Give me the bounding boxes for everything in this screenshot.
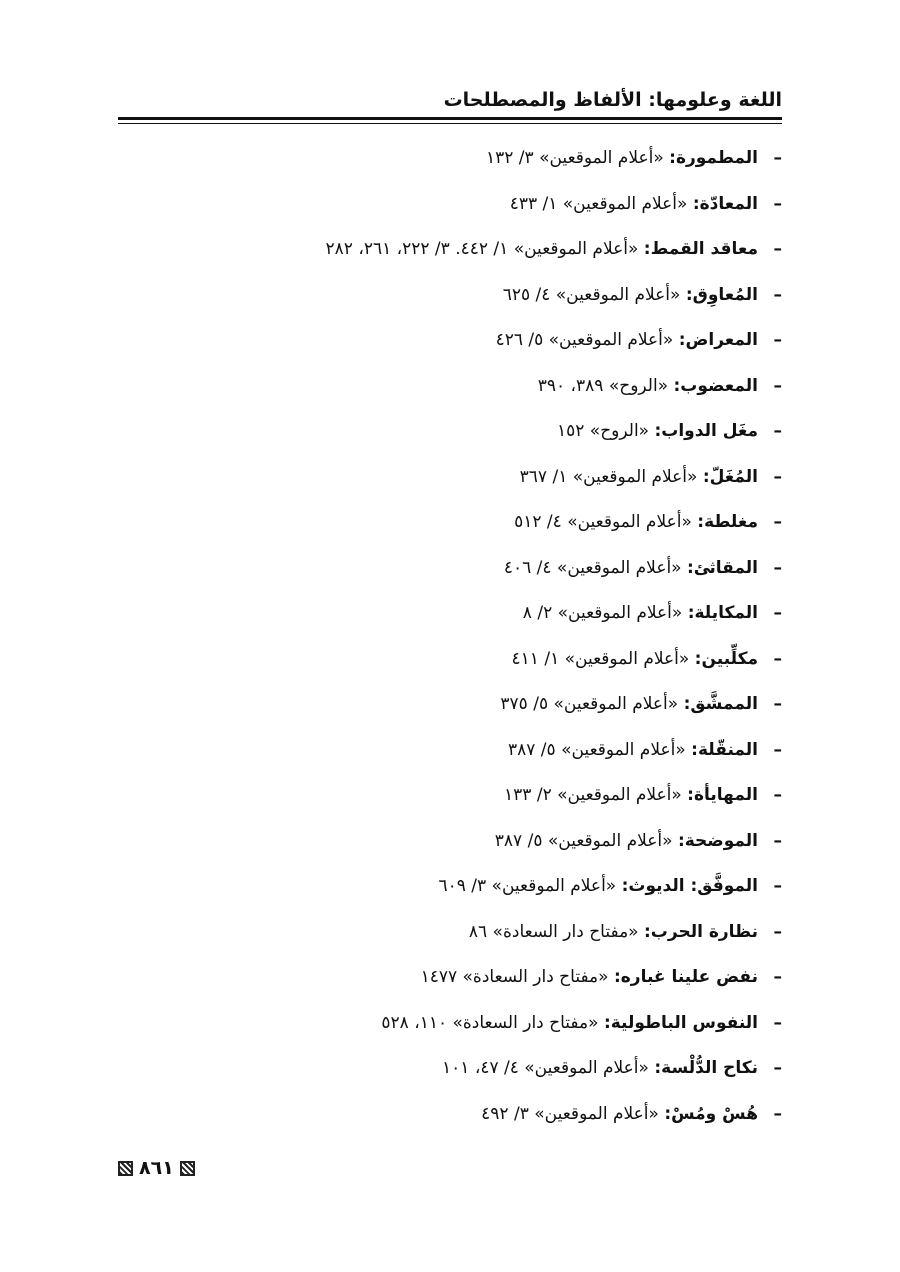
list-item [118,273,782,319]
entry-term: مكلِّبين: [694,648,758,669]
entry-reference: «أعلام الموقعين» ٤/ ٥١٢ [514,512,692,532]
entry-reference: «أعلام الموقعين» ٣/ ٤٩٢ [481,1103,659,1124]
entry-dash: – [773,603,782,623]
entry-term: المعراض: [678,330,758,350]
entry-dash: – [773,148,782,168]
entry-dash: – [773,1103,782,1124]
list-item [118,1092,782,1138]
entry-term: مغلطة: [697,512,758,532]
header-rule-thin [118,123,782,124]
entry-reference: «أعلام الموقعين» ٢/ ٨ [522,603,683,623]
entry-dash: – [773,557,782,578]
entry-term: المقاثئ: [687,557,758,578]
entry-reference: «أعلام الموقعين» ١/ ٤٤٢. ٣/ ٢٢٢، ٢٦١، ٢٨٢ [325,239,639,259]
entry-term: المكايلة: [687,603,758,623]
list-item [118,728,782,774]
entry-term: المنقّلة: [691,739,758,760]
entry-dash: – [773,330,782,350]
list-item [118,773,782,819]
entry-term: النفوس الباطولية: [603,1012,758,1033]
list-item [118,864,782,910]
entry-dash: – [773,466,782,487]
header-rule-thick [118,117,782,120]
entry-term: المعادّة: [692,193,758,214]
entry-term: معاقد القمط: [643,239,758,259]
entry-dash: – [773,830,782,851]
list-item [118,819,782,865]
entry-dash: – [773,921,782,942]
entry-reference: «أعلام الموقعين» ٤/ ٦٢٥ [502,284,681,305]
entry-reference: «مفتاح دار السعادة» ١١٠، ٥٢٨ [381,1012,599,1033]
entry-dash: – [773,1058,782,1078]
entry-reference: «أعلام الموقعين» ١/ ٣٦٧ [519,466,698,487]
entry-term: المعضوب: [673,375,758,396]
ornament-icon [180,1161,195,1176]
entry-dash: – [773,421,782,441]
entry-dash: – [773,694,782,714]
entry-dash: – [773,739,782,760]
entry-reference: «مفتاح دار السعادة» ٨٦ [468,921,639,942]
list-item [118,227,782,273]
entry-term: الممشَّق: [683,694,758,714]
entry-dash: – [773,967,782,987]
entry-term: المُعاوِق: [685,284,758,305]
list-item [118,1046,782,1092]
entry-reference: «أعلام الموقعين» ١/ ٤١١ [511,648,690,669]
entry-reference: «أعلام الموقعين» ٤/ ٤٠٦ [503,557,682,578]
entry-dash: – [773,1012,782,1033]
entry-reference: «أعلام الموقعين» ٥/ ٣٨٧ [508,739,686,760]
entry-reference: «الروح» ١٥٢ [556,421,650,441]
list-item [118,409,782,455]
glossary-list [118,136,782,1137]
entry-reference: «مفتاح دار السعادة» ١٤٧٧ [420,967,609,987]
entry-reference: «أعلام الموقعين» ٣/ ٦٠٩ [438,876,617,896]
list-item [118,682,782,728]
list-item [118,136,782,182]
list-item [118,318,782,364]
entry-reference: «الروح» ٣٨٩، ٣٩٠ [537,375,669,396]
entry-term: هُسْ ومُسْ: [664,1103,758,1124]
entry-dash: – [773,785,782,805]
page-number: ٨٦١ [139,1157,174,1179]
list-item [118,364,782,410]
entry-term: الموضحة: [677,830,758,851]
entry-dash: – [773,512,782,532]
list-item [118,591,782,637]
list-item [118,546,782,592]
entry-term: نفض علينا غباره: [613,967,758,987]
entry-term: المُغَلّ: [702,466,758,487]
entry-dash: – [773,239,782,259]
entry-term: مغَل الدواب: [654,421,758,441]
list-item [118,455,782,501]
list-item [118,955,782,1001]
entry-term: نظارة الحرب: [644,921,758,942]
list-item [118,637,782,683]
entry-reference: «أعلام الموقعين» ٥/ ٣٧٥ [500,694,679,714]
entry-term: المطمورة: [669,148,758,168]
running-header-title: اللغة وعلومها: الألفاظ والمصطلحات [443,89,782,111]
entry-reference: «أعلام الموقعين» ٤/ ٤٧، ١٠١ [442,1058,649,1078]
entry-dash: – [773,284,782,305]
entry-dash: – [773,375,782,396]
entry-term: نكاح الدُّلْسة: [654,1058,758,1078]
entry-dash: – [773,876,782,896]
entry-reference: «أعلام الموقعين» ٥/ ٤٢٦ [495,330,674,350]
entry-reference: «أعلام الموقعين» ٣/ ١٣٢ [486,148,664,168]
list-item [118,910,782,956]
page-footer [118,1153,195,1183]
running-header [118,82,782,118]
entry-term: الموفَّق: الديوث: [621,876,758,896]
entry-term: المهايأة: [687,785,758,805]
entry-dash: – [773,648,782,669]
entry-reference: «أعلام الموقعين» ٥/ ٣٨٧ [494,830,673,851]
entry-reference: «أعلام الموقعين» ١/ ٤٣٣ [509,193,688,214]
list-item [118,182,782,228]
entry-reference: «أعلام الموقعين» ٢/ ١٣٣ [504,785,682,805]
ornament-icon [118,1161,133,1176]
entry-dash: – [773,193,782,214]
list-item [118,1001,782,1047]
list-item [118,500,782,546]
